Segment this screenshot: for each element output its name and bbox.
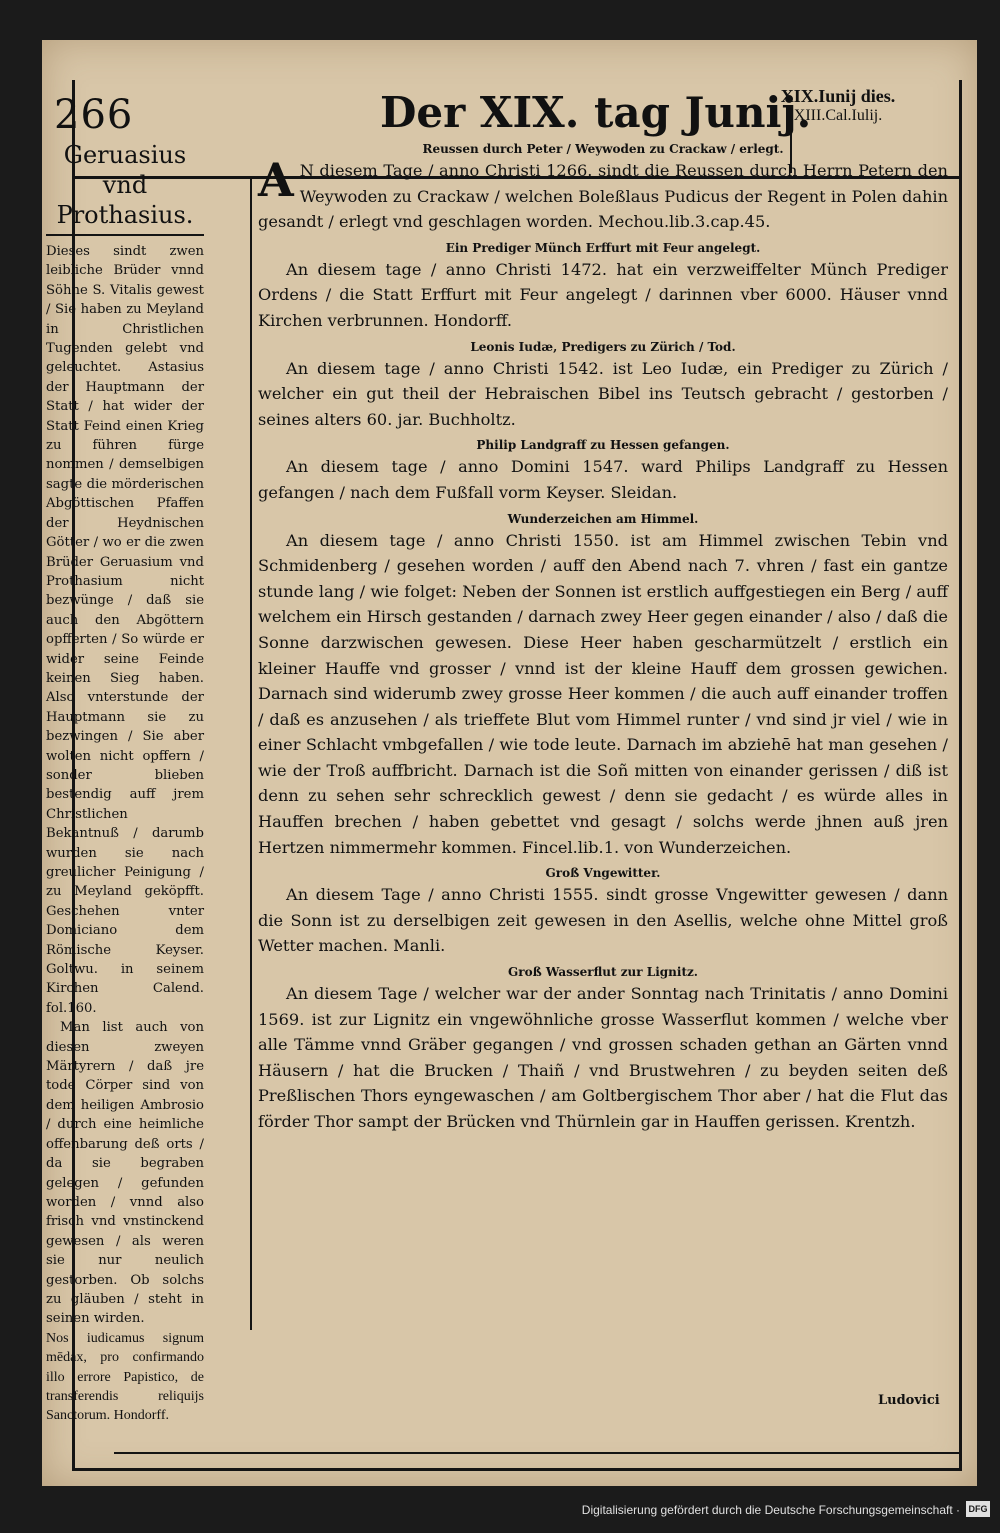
sidebar-paragraph-2: Man list auch von diesen zweyen Märtyrern / daß jre tode Cörper sind von dem heiligen Ambrosio / durch eine heimliche offenbarung deß orts / da sie begraben gelegen / gefunden worden / vnnd also frisch vnd vnstinckend gewesen / als weren sie nur neulich gestorben. Ob solchs zu gläuben / steht in seinen wirden. xyxy=(46,1020,204,1327)
sidebar-latin-note: Nos iudicamus signum mēdax, pro confirmando illo errore Papistico, de transferendis reliquijs Sanctorum. Hondorff. xyxy=(46,1330,204,1424)
entry-7 xyxy=(258,963,948,1135)
entry-2 xyxy=(258,239,948,334)
entry-body: An diesem tage / anno Christi 1550. ist am Himmel zwischen Tebin vnd Schmidenberg / gesehen worden / auff den Abend nach 7. vhren / fast ein gantze stunde lang / wie folget: Neben der Sonnen ist erstlich auffgestiegen ein Berg / auff welchem ein Hirsch gestanden / darnach zwey Heer gegen einander / also / daß die Sonne darzwischen gewesen. Diese Heer haben gescharmützelt / erstlich ein kleiner Hauffe vnd grosser / vnnd ist der kleine Hauff dem grossen gewichen. Darnach sind widerumb zwey grosse Heer kommen / die auch auff einander troffen / daß es anzusehen / als trieffete Blut vom Himmel runter / vnd sind jr viel / wie in einer Schlacht vmbgefallen / wie tode leute. Darnach im abziehē hat man gesehen / wie der Troß auffbricht. Darnach ist die Soñ mitten von einander gerissen / diß ist denn zu sehen sehr schrecklich gewest / denn sie gedacht / es würde alles in Hauffen brechen / haben gebettet vnd gesagt / solchs werde jhnen auß jren Hertzen nimmermehr kommen. Fincel.lib.1. von Wunderzeichen. xyxy=(258,530,948,857)
entry-body: An diesem Tage / welcher war der ander Sonntag nach Trinitatis / anno Domini 1569. ist zur Lignitz ein vngewöhnliche grosse Wasserflut kommen / welche vber alle Tämme vnnd Gräber gegangen / vnd grossen schaden gethan an Gärten vnnd Häusern / hat die Brucken / Thaiñ / vnd Brustwehren / zu beyden seiten deß Preßlischen Thors eyngewaschen / am Goltbergischem Thor aber / hat die Flut das förder Thor sampt der Brücken vnd Thürnlein gar in Hauffen gerissen. Krentzh. xyxy=(258,984,948,1131)
column-rule xyxy=(250,176,252,1330)
entry-5 xyxy=(258,510,948,861)
main-text-column xyxy=(258,140,948,1139)
footer-bar xyxy=(0,1487,1000,1533)
page-number: 266 xyxy=(54,92,134,138)
sidebar-title: Geruasius vnd Prothasius. xyxy=(46,140,204,236)
header-date-line2: XIII.Cal.Iulij. xyxy=(793,107,883,124)
entry-body: An diesem Tage / anno Christi 1555. sindt grosse Vngewitter gewesen / dann die Sonn ist zu derselbigen zeit gewesen in den Asellis, welche ohne Mittel groß Wetter machen. Manli. xyxy=(258,885,948,956)
entry-body: An diesem tage / anno Domini 1547. ward Philips Landgraff zu Hessen gefangen / nach dem Fußfall vorm Keyser. Sleidan. xyxy=(258,457,948,502)
entry-heading: Groß Vngewitter. xyxy=(545,866,661,881)
sidebar-paragraph-1: Dieses sindt zwen leibliche Brüder vnnd Söhne S. Vitalis gewest / Sie haben zu Meyland in Christlichen Tugenden gelebt vnd geleuchtet. Astasius der Hauptmann der Statt / hat wider der Statt Feind einen Krieg zu führen fürge nommen / demselbigen sagte die mörderischen Abgöttischen Pfaffen der Heydnischen Götter / wo er die zwen Brüder Geruasium vnd Prothasium nicht bezwünge / daß sie auch den Abgöttern opfferten / So würde er wider seine Feinde keinen Sieg haben. Also vnterstunde der Hauptmann sie zu bezwingen / Sie aber wolten nicht opffern / sonder blieben bestendig auff jrem Christlichen Bekantnuß / darumb wurden sie nach greulicher Peinigung / zu Meyland geköpfft. Geschehen vnter Domiciano dem Römische Keyser. Goltwu. in seinem Kirchen Calend. fol.160. xyxy=(46,244,204,1016)
entry-body: An diesem tage / anno Christi 1472. hat ein verzweiffelter Münch Prediger Ordens / die Statt Erffurt mit Feur angelegt / darinnen vber 6000. Häuser vnnd Kirchen verbrunnen. Hondorff. xyxy=(258,259,948,330)
drop-cap: A xyxy=(258,153,294,207)
dfg-logo-icon: DFG xyxy=(966,1501,990,1517)
entry-heading: Philip Landgraff zu Hessen gefangen. xyxy=(476,438,730,453)
entry-heading: Ein Prediger Münch Erffurt mit Feur angelegt. xyxy=(445,240,761,255)
entry-heading: Leonis Iudæ, Predigers zu Zürich / Tod. xyxy=(470,339,736,354)
entry-4 xyxy=(258,436,948,505)
entry-3 xyxy=(258,338,948,433)
entry-body: An diesem tage / anno Christi 1542. ist Leo Iudæ, ein Prediger zu Zürich / welcher ein gut theil der Hebraischen Bibel ins Teutsch gebracht / gestorben / seines alters 60. jar. Buchholtz. xyxy=(258,358,948,429)
funding-credit: Digitalisierung gefördert durch die Deutsche Forschungsgemeinschaft · xyxy=(581,1503,960,1517)
sidebar-text xyxy=(46,242,204,1426)
entry-1 xyxy=(258,140,948,235)
sidebar-margin-note xyxy=(46,140,204,1426)
entry-body: A N diesem Tage / anno Christi 1266. sindt die Reussen durch Herrn Petern den Weywoden zu Crackaw / welchen Boleßlaus Pudicus der Regent in Polen dahin gesandt / erlegt vnd geschlagen worden. Mechou.lib.3.cap.45. xyxy=(258,153,948,232)
running-title: Der XIX. tag Junij. xyxy=(380,88,812,137)
entry-6 xyxy=(258,864,948,959)
entry-heading: Groß Wasserflut zur Lignitz. xyxy=(508,965,698,980)
entry-heading: Wunderzeichen am Himmel. xyxy=(507,511,699,526)
entry-heading: Reussen durch Peter / Weywoden zu Crackaw / erlegt. xyxy=(422,142,784,156)
bottom-rule xyxy=(114,1452,959,1454)
header-date-box xyxy=(758,86,918,125)
catchword: Ludovici xyxy=(878,1393,940,1408)
header-date-line1: XIX.Iunij dies. xyxy=(780,86,896,106)
